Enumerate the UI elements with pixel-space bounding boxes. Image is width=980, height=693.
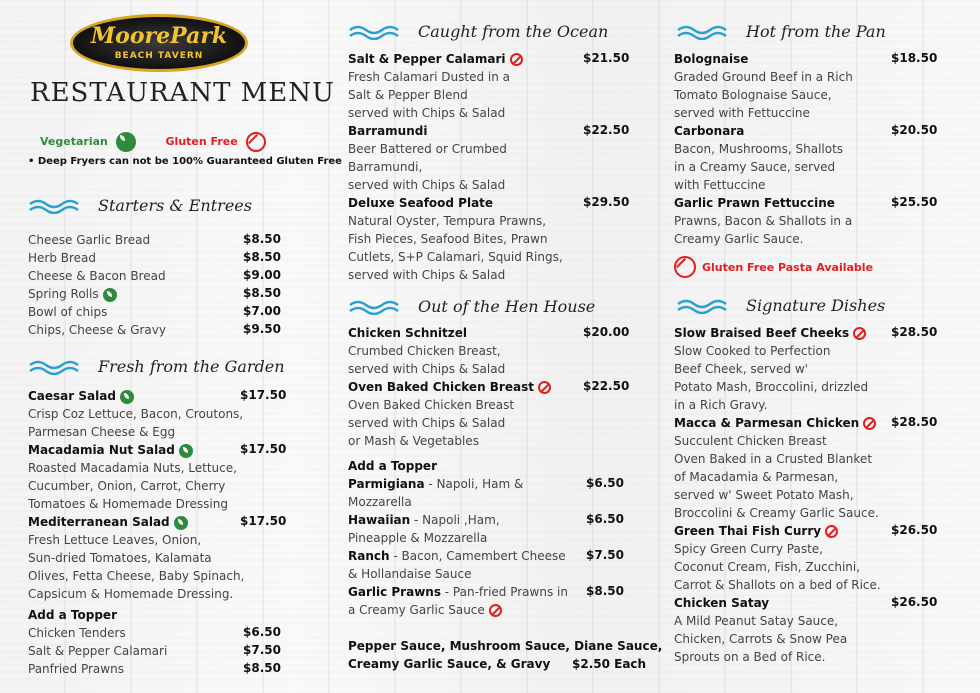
menu-item-description: Natural Oyster, Tempura Prawns, — [348, 214, 547, 228]
menu-item-description: served with Chips & Salad — [348, 178, 506, 192]
menu-item-price: $26.50 — [891, 523, 938, 537]
menu-item-name: Caesar Salad — [28, 387, 134, 405]
vegetarian-icon — [174, 516, 188, 530]
topper-item — [348, 475, 523, 493]
menu-item-description: Graded Ground Beef in a Rich — [674, 70, 853, 84]
menu-item-description: in a Creamy Sauce, served — [674, 160, 836, 174]
menu-item-description: Broccolini & Creamy Garlic Sauce. — [674, 506, 879, 520]
menu-item-name: Cheese & Bacon Bread — [28, 269, 166, 283]
topper-price: $8.50 — [586, 584, 624, 598]
menu-item-description: Coconut Cream, Fish, Zucchini, — [674, 560, 861, 574]
section-heading-hen — [348, 297, 595, 316]
wave-icon — [676, 298, 734, 314]
menu-item-description: served with Chips & Salad — [348, 268, 506, 282]
menu-item-description: Oven Baked in a Crusted Blanket — [674, 452, 873, 466]
topper-name: Ranch — [348, 549, 390, 563]
topper-detail-line2: Mozzarella — [348, 495, 412, 509]
wave-icon — [348, 299, 406, 315]
menu-item-description: of Macadamia & Parmesan, — [674, 470, 839, 484]
menu-item-description: Cucumber, Onion, Carrot, Cherry — [28, 479, 226, 493]
menu-item-description: Salt & Pepper Blend — [348, 88, 468, 102]
menu-item-price: $8.50 — [243, 661, 281, 675]
gluten-free-icon — [489, 604, 502, 617]
legend-veg-label: Vegetarian — [40, 135, 108, 148]
wave-icon — [348, 24, 406, 40]
legend — [40, 132, 266, 152]
menu-item-description: Crisp Coz Lettuce, Bacon, Croutons, — [28, 407, 244, 421]
legend-gf-label: Gluten Free — [165, 135, 238, 148]
gluten-free-icon — [510, 53, 523, 66]
gluten-free-icon — [853, 327, 866, 340]
menu-item-price: $28.50 — [891, 415, 938, 429]
topper-price: $7.50 — [586, 548, 624, 562]
sauces-price: $2.50 Each — [572, 657, 647, 671]
menu-item-description: Barramundi, — [348, 160, 423, 174]
menu-item-description: Potato Mash, Broccolini, drizzled — [674, 380, 869, 394]
menu-item-price: $7.50 — [243, 643, 281, 657]
topper-item — [348, 583, 568, 601]
menu-item-description: Beer Battered or Crumbed — [348, 142, 507, 156]
menu-item-description: Spicy Green Curry Paste, — [674, 542, 823, 556]
topper-price: $6.50 — [586, 476, 624, 490]
menu-item-description: Fish Pieces, Seafood Bites, Prawn — [348, 232, 548, 246]
menu-item-description: served w' Sweet Potato Mash, — [674, 488, 854, 502]
vegetarian-icon — [103, 288, 117, 302]
topper-item — [348, 511, 500, 529]
topper-heading: Add a Topper — [348, 459, 437, 473]
menu-item-price: $22.50 — [583, 379, 630, 393]
topper-detail: - Pan-fried Prawns in — [440, 585, 568, 599]
menu-item-description: served with Chips & Salad — [348, 106, 506, 120]
menu-item-description: in a Rich Gravy. — [674, 398, 768, 412]
topper-detail: - Bacon, Camembert Cheese — [389, 549, 566, 563]
section-heading-starters — [28, 196, 252, 215]
menu-item-name: Chicken Satay — [674, 596, 770, 610]
gluten-free-icon — [825, 525, 838, 538]
menu-item-description: Sprouts on a Bed of Rice. — [674, 650, 826, 664]
menu-item-price: $7.00 — [243, 304, 281, 318]
menu-item-description: Tomatoes & Homemade Dressing — [28, 497, 228, 511]
menu-item-name: Deluxe Seafood Plate — [348, 196, 494, 210]
gf-pasta-note — [674, 256, 873, 278]
menu-item-name: Chicken Schnitzel — [348, 326, 468, 340]
topper-detail-line2: Pineapple & Mozzarella — [348, 531, 488, 545]
section-heading-pan — [676, 22, 886, 41]
menu-item-name: Bowl of chips — [28, 305, 108, 319]
topper-detail-line2: & Hollandaise Sauce — [348, 567, 472, 581]
menu-item-description: Cutlets, S+P Calamari, Squid Rings, — [348, 250, 563, 264]
menu-item-description: Olives, Fetta Cheese, Baby Spinach, — [28, 569, 245, 583]
wave-icon — [676, 24, 734, 40]
menu-item-name: Mediterranean Salad — [28, 513, 188, 531]
pan-title: Hot from the Pan — [746, 22, 886, 41]
menu-item-price: $8.50 — [243, 232, 281, 246]
signature-title: Signature Dishes — [746, 296, 886, 315]
menu-item-price: $26.50 — [891, 595, 938, 609]
menu-item-name: Spring Rolls — [28, 285, 117, 303]
menu-item-name: Bolognaise — [674, 52, 749, 66]
starters-title: Starters & Entrees — [98, 196, 252, 215]
menu-item-name: Macca & Parmesan Chicken — [674, 414, 876, 432]
vegetarian-icon — [116, 132, 136, 152]
gf-pasta-note-text: Gluten Free Pasta Available — [702, 260, 874, 274]
menu-item-price: $8.50 — [243, 286, 281, 300]
vegetarian-icon — [179, 444, 193, 458]
menu-item-price: $9.00 — [243, 268, 281, 282]
menu-item-price: $18.50 — [891, 51, 938, 65]
menu-item-name: Panfried Prawns — [28, 662, 124, 676]
menu-item-name: Carbonara — [674, 124, 745, 138]
menu-item-description: Prawns, Bacon & Shallots in a — [674, 214, 853, 228]
menu-item-name: Herb Bread — [28, 251, 97, 265]
menu-item-description: Succulent Chicken Breast — [674, 434, 827, 448]
topper-detail: - Napoli, Ham & — [424, 477, 524, 491]
section-heading-signature — [676, 296, 885, 315]
menu-item-name: Salt & Pepper Calamari — [28, 644, 168, 658]
menu-item-price: $9.50 — [243, 322, 281, 336]
menu-item-description: served with Chips & Salad — [348, 362, 506, 376]
menu-item-description: Fresh Lettuce Leaves, Onion, — [28, 533, 202, 547]
menu-item-description: Sun-dried Tomatoes, Kalamata — [28, 551, 212, 565]
menu-item-price: $29.50 — [583, 195, 630, 209]
gluten-free-icon — [538, 381, 551, 394]
topper-price: $6.50 — [586, 512, 624, 526]
menu-item-description: Parmesan Cheese & Egg — [28, 425, 176, 439]
legend-note: • Deep Fryers can not be 100% Guaranteed Gluten Free — [28, 156, 342, 167]
menu-item-name: Barramundi — [348, 124, 428, 138]
menu-item-price: $25.50 — [891, 195, 938, 209]
topper-heading: Add a Topper — [28, 608, 117, 622]
menu-item-price: $17.50 — [240, 514, 287, 528]
menu-item-description: Slow Cooked to Perfection — [674, 344, 831, 358]
menu-item-description: Fresh Calamari Dusted in a — [348, 70, 511, 84]
topper-name: Hawaiian — [348, 513, 411, 527]
menu-item-name: Slow Braised Beef Cheeks — [674, 324, 866, 342]
wave-icon — [28, 359, 86, 375]
gluten-free-icon — [674, 256, 696, 278]
wave-icon — [28, 198, 86, 214]
gluten-free-icon — [863, 417, 876, 430]
menu-item-description: Chicken, Carrots & Snow Pea — [674, 632, 848, 646]
vegetarian-icon — [120, 390, 134, 404]
hen-title: Out of the Hen House — [418, 297, 596, 316]
ocean-title: Caught from the Ocean — [418, 22, 609, 41]
menu-item-price: $20.00 — [583, 325, 630, 339]
menu-item-price: $17.50 — [240, 442, 287, 456]
logo-line2: BEACH TAVERN — [114, 51, 204, 61]
logo-line1: MoorePark — [90, 23, 228, 49]
menu-item-name: Chicken Tenders — [28, 626, 126, 640]
menu-item-description: Tomato Bolognaise Sauce, — [674, 88, 832, 102]
menu-item-name: Oven Baked Chicken Breast — [348, 378, 551, 396]
menu-item-price: $17.50 — [240, 388, 287, 402]
menu-item-description: Crumbed Chicken Breast, — [348, 344, 501, 358]
logo — [70, 14, 248, 72]
topper-name: Parmigiana — [348, 477, 425, 491]
garden-title: Fresh from the Garden — [98, 357, 285, 376]
menu-item-price: $28.50 — [891, 325, 938, 339]
section-heading-ocean — [348, 22, 608, 41]
menu-item-description: A Mild Peanut Satay Sauce, — [674, 614, 839, 628]
menu-item-name: Green Thai Fish Curry — [674, 522, 838, 540]
menu-item-description: Creamy Garlic Sauce. — [674, 232, 804, 246]
menu-item-description: with Fettuccine — [674, 178, 766, 192]
topper-name: Garlic Prawns — [348, 585, 441, 599]
menu-item-price: $8.50 — [243, 250, 281, 264]
menu-item-description: served with Chips & Salad — [348, 416, 506, 430]
menu-item-description: Oven Baked Chicken Breast — [348, 398, 515, 412]
menu-item-description: Beef Cheek, served w' — [674, 362, 808, 376]
menu-item-name: Salt & Pepper Calamari — [348, 50, 523, 68]
page-title: RESTAURANT MENU — [30, 78, 335, 108]
menu-item-description: Roasted Macadamia Nuts, Lettuce, — [28, 461, 237, 475]
topper-detail: - Napoli ,Ham, — [410, 513, 500, 527]
menu-item-description: Capsicum & Homemade Dressing. — [28, 587, 234, 601]
menu-item-name: Chips, Cheese & Gravy — [28, 323, 166, 337]
menu-item-price: $22.50 — [583, 123, 630, 137]
menu-item-description: or Mash & Vegetables — [348, 434, 479, 448]
menu-item-name: Macadamia Nut Salad — [28, 441, 193, 459]
topper-detail-line2: a Creamy Garlic Sauce — [348, 601, 502, 619]
legend-note-text: Deep Fryers can not be 100% Guaranteed Gluten Free — [37, 156, 342, 167]
section-heading-garden — [28, 357, 285, 376]
menu-item-name: Cheese Garlic Bread — [28, 233, 151, 247]
gluten-free-icon — [246, 132, 266, 152]
topper-item — [348, 547, 566, 565]
menu-item-description: served with Fettuccine — [674, 106, 810, 120]
menu-item-name: Garlic Prawn Fettuccine — [674, 196, 835, 210]
menu-item-description: Bacon, Mushrooms, Shallots — [674, 142, 844, 156]
menu-item-description: Carrot & Shallots on a bed of Rice. — [674, 578, 881, 592]
sauces-line1: Pepper Sauce, Mushroom Sauce, Diane Sauce, — [348, 639, 663, 653]
sauces-line2: Creamy Garlic Sauce, & Gravy — [348, 657, 551, 671]
menu-item-price: $6.50 — [243, 625, 281, 639]
menu-item-price: $20.50 — [891, 123, 938, 137]
menu-item-price: $21.50 — [583, 51, 630, 65]
